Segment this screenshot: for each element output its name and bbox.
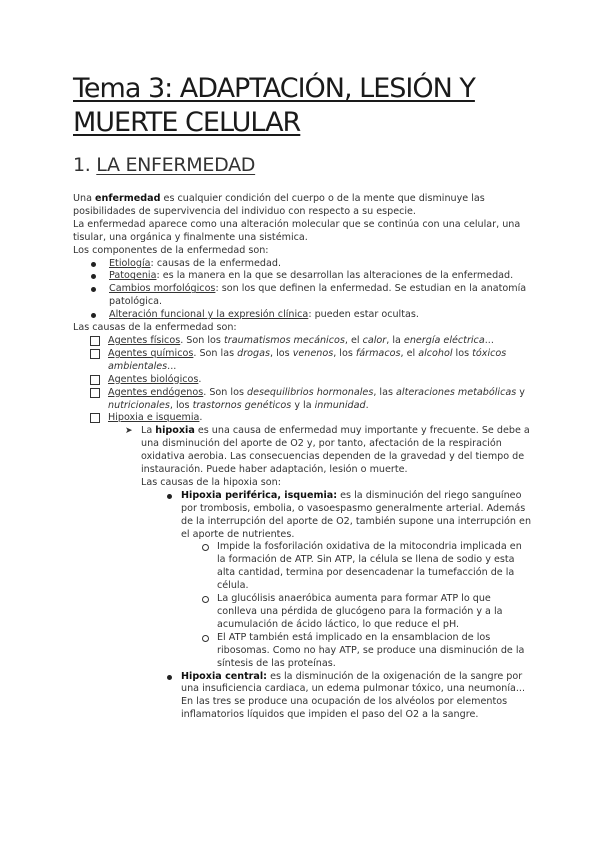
document-body (73, 193, 533, 722)
cause-item-quimicos: Agentes químicos. Son las drogas, los venenos, los fármacos, el alcohol los tóxicos ambientales... (73, 348, 533, 374)
list-item: Alteración funcional y la expresión clínica: pueden estar ocultas. (73, 309, 533, 322)
components-list (73, 258, 533, 323)
arrow-bullet-icon: ➤ (125, 426, 133, 437)
cause-item-biologicos: Agentes biológicos. (73, 374, 533, 387)
term-hipoxia: hipoxia (155, 425, 195, 437)
hipoxia-paragraph: ➤ La hipoxia es una causa de enfermedad muy importante y frecuente. Se debe a una disminución del aporte de O2 y, por tanto, afectación de la respiración oxidativa aerobia. Las consecuencias dependen de la gravedad y del tiempo de instauración. Puede haber adaptación, lesión o muerte. (125, 425, 530, 476)
list-item: La glucólisis anaeróbica aumenta para formar ATP lo que conlleva una pérdida de glucógeno para la formación y a la acumulación de ácido láctico, lo que reduce el pH. (73, 593, 533, 632)
causes-intro: Las causas de la enfermedad son: (73, 322, 237, 334)
section-number: 1. (73, 154, 91, 176)
intro-paragraph-2: La enfermedad aparece como una alteración molecular que se continúa con una celular, una tisular, una orgánica y finalmente una sistémica. (73, 218, 521, 243)
list-item: El ATP también está implicado en la ensamblacion de los ribosomas. Como no hay ATP, se produce una disminución de la síntesis de las proteínas. (73, 632, 533, 671)
intro-paragraph: Una enfermedad es cualquier condición del cuerpo o de la mente que disminuye las posibilidades de supervivencia del individuo con respecto a su especie. (73, 193, 485, 217)
hipoxia-periferica: Hipoxia periférica, isquemia: es la disminución del riego sanguíneo por trombosis, embolia, o vasoespasmo generalmente arterial. Además de la interrupción del aporte de O2, también supone una interrupción en el aporte de nutrientes. (73, 490, 533, 542)
list-item: Impide la fosforilación oxidativa de la mitocondria implicada en la formación de ATP. Sin ATP, la célula se llena de sodio y esta alta cantidad, termina por desencadenar la tumefacción de la célula. (73, 541, 533, 593)
components-intro: Los componentes de la enfermedad son: (73, 244, 269, 256)
list-item: Patogenia: es la manera en la que se desarrollan las alteraciones de la enfermedad. (73, 270, 533, 283)
causes-list (73, 335, 533, 425)
term-enfermedad: enfermedad (95, 193, 161, 204)
hipoxia-types-list (73, 490, 533, 542)
cause-item-hipoxia: Hipoxia e isquemia. (73, 412, 533, 425)
list-item: Cambios morfológicos: son los que definen la enfermedad. Se estudian en la anatomía patológica. (73, 283, 533, 309)
hipoxia-types-list-2 (73, 671, 533, 723)
hipoxia-causes-intro: Las causas de la hipoxia son: (141, 476, 281, 488)
section-heading (73, 152, 255, 178)
hipoxia-central: Hipoxia central: es la disminución de la oxigenación de la sangre por una insuficiencia cardiaca, un edema pulmonar tóxico, una neumonía... En las tres se produce una ocupación de los alvéolos por elementos inflamatorios líquidos que impiden el paso del O2 a la sangre. (73, 671, 533, 723)
cause-item-fisicos: Agentes físicos. Son los traumatismos mecánicos, el calor, la energía eléctrica... (73, 335, 533, 348)
page-title: Tema 3: ADAPTACIÓN, LESIÓN Y MUERTE CELULAR (73, 73, 475, 138)
list-item: Etiología: causas de la enfermedad. (73, 258, 533, 271)
section-title: LA ENFERMEDAD (96, 154, 256, 176)
cause-item-endogenos: Agentes endógenos. Son los desequilibrios hormonales, las alteraciones metabólicas y nutricionales, los trastornos genéticos y la inmunidad. (73, 387, 533, 413)
periferica-details (73, 541, 533, 670)
